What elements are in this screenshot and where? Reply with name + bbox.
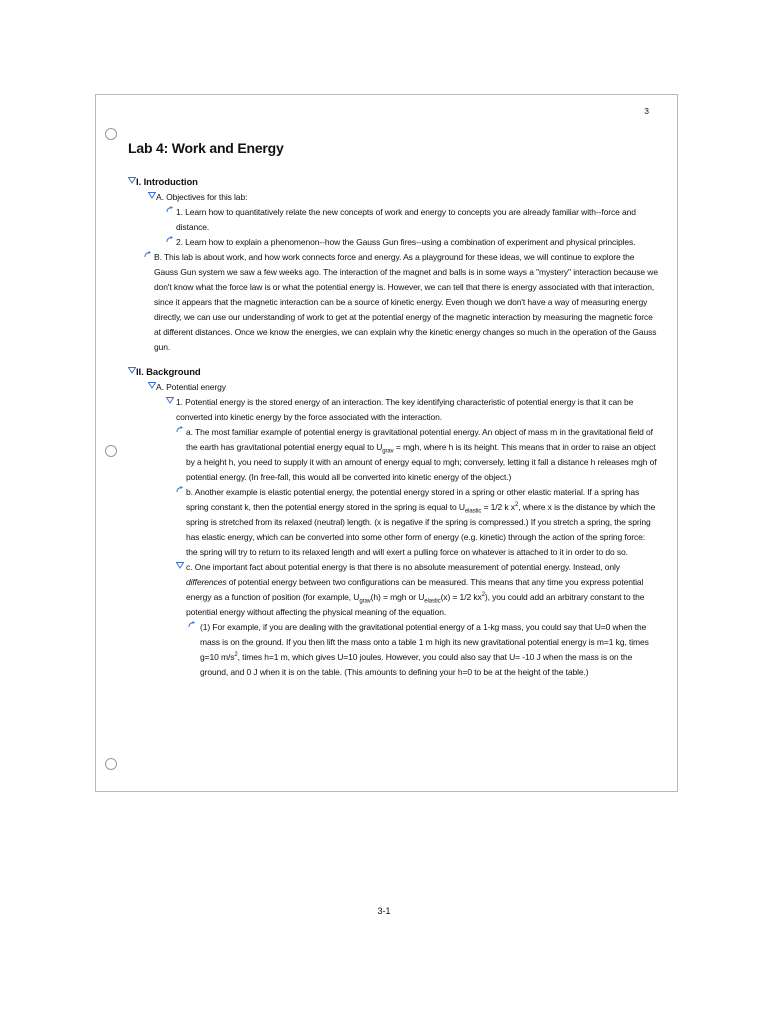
expand-arrow-icon[interactable] <box>166 206 174 214</box>
collapse-triangle-icon[interactable] <box>148 191 156 199</box>
binder-hole-icon <box>105 128 117 140</box>
collapse-triangle-icon[interactable] <box>176 561 184 569</box>
outline-item[interactable]: 1. Learn how to quantitatively relate the new concepts of work and energy to concepts you are already familiar with--force and distance. <box>160 205 658 235</box>
section-heading-introduction: Introduction <box>143 177 198 188</box>
binder-hole-icon <box>105 445 117 457</box>
collapse-triangle-icon[interactable] <box>128 366 136 374</box>
outline-item[interactable]: a. The most familiar example of potential energy is gravitational potential energy. An object of mass m in the gravitational field of the earth has gravitational potential energy equal to $U_{grav}$ = mgh, where h is its height. This means that in order to raise an object by a height h, you need to supply it with an amount of energy equal to mgh; conversely, letting it fall a distance h releases mgh of potential energy. (In free-fall, this would all be converted into kinetic energy of the object.) <box>172 425 658 485</box>
outline-item[interactable]: 1. Potential energy is the stored energy of an interaction. The key identifying characteristic of potential energy is that it can be converted into kinetic energy by the force associated with the interaction. <box>160 395 658 425</box>
expand-arrow-icon[interactable] <box>166 236 174 244</box>
expand-arrow-icon[interactable] <box>188 621 196 629</box>
outline-item[interactable]: B. This lab is about work, and how work connects force and energy. As a playground for these ideas, we will continue to explore the Gauss Gun system we saw a few weeks ago. The interaction of the magnet and balls is in some ways a "mystery" interaction because we don't know what the force law is or what the potential energy is. However, we can tell that there is energy associated with that interaction, since it appears that the magnetic interaction can be a source of kinetic energy. Even though we don't have a way of measuring energy directly, we can use our understanding of work to get at the potential energy of the magnetic interaction by measuring the magnetic force at different distances. Once we know the energies, we can explain why the kinetic energy changes so much in the operation of the Gauss gun. <box>138 250 658 355</box>
outline-item[interactable]: b. Another example is elastic potential energy, the potential energy stored in a spring or other elastic material. If a spring has spring constant k, then the potential energy stored in the spring is equal to $U_{elastic} = 1/2$ k $x^2$, where x is the distance by which the spring is stretched from its relaxed (neutral) length. (x is negative if the spring is compressed.) If you stretch a spring, the spring has elastic energy, which can be converted into some other form of energy (e.g. kinetic) through the action of the spring force: the spring will try to return to its relaxed length and will exert a pulling force on whatever is attached to it in order to do so. <box>172 485 658 560</box>
expand-arrow-icon[interactable] <box>144 251 152 259</box>
section-heading-background: Background <box>146 367 201 378</box>
collapse-triangle-icon[interactable] <box>166 396 174 404</box>
outline-item[interactable]: I. Introduction <box>128 175 658 190</box>
footer-page-label: 3-1 <box>377 906 391 916</box>
outline-item[interactable]: c. One important fact about potential energy is that there is no absolute measurement of potential energy. Instead, only differences of potential energy between two configurations can be measured. This means that any time you express potential energy as a function of position (for example, $U_{grav}(h)$ = mgh or $U_{elastic}(x) = 1/2$ $kx^2$), you could add an arbitrary constant to the potential energy without affecting the physical meaning of the equation. <box>172 560 658 620</box>
outline-body <box>128 175 658 680</box>
outline-item[interactable]: 2. Learn how to explain a phenomenon--how the Gauss Gun fires--using a combination of experiment and physical principles. <box>160 235 658 250</box>
outline-item[interactable]: II. Background <box>128 365 658 380</box>
document-page <box>95 94 678 792</box>
outline-item[interactable]: A. Potential energy <box>140 380 658 395</box>
expand-arrow-icon[interactable] <box>176 486 184 494</box>
collapse-triangle-icon[interactable] <box>128 176 136 184</box>
binder-hole-icon <box>105 758 117 770</box>
outline-item[interactable]: A. Objectives for this lab: <box>140 190 658 205</box>
collapse-triangle-icon[interactable] <box>148 381 156 389</box>
expand-arrow-icon[interactable] <box>176 426 184 434</box>
outline-item[interactable]: (1) For example, if you are dealing with the gravitational potential energy of a 1-kg mass, you could say that U=0 when the mass is on the ground. If you then lift the mass onto a table 1 m high its new gravitational potential energy is m=1 kg, times g=10 $m/s^2$, times h=1 m, which gives U=10 joules. However, you could also say that U= -10 J when the mass is on the ground, and 0 J when it is on the table. (This amounts to defining your h=0 to be at the height of the table.) <box>186 620 658 680</box>
page-title: Lab 4: Work and Energy <box>128 140 284 156</box>
page-number: 3 <box>644 106 649 116</box>
